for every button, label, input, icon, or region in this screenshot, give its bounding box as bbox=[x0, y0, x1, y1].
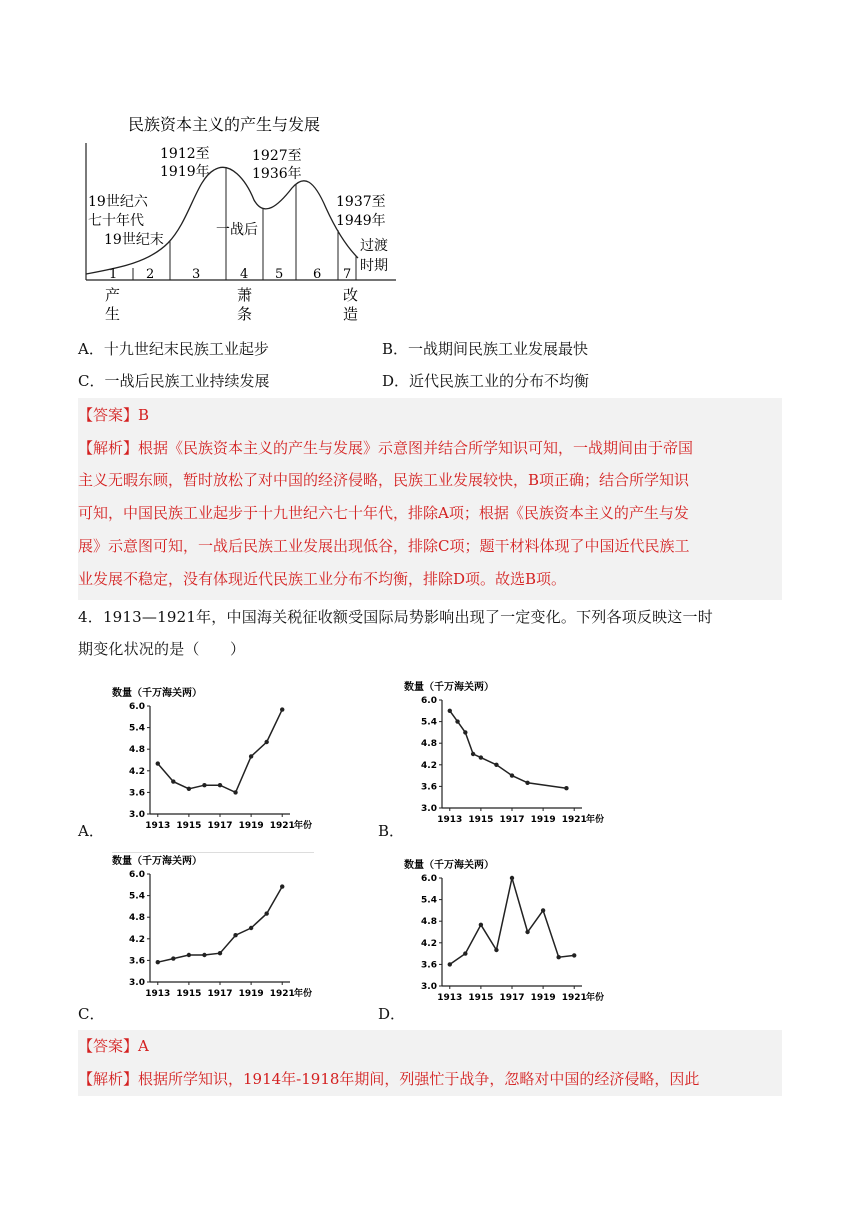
chart-x-tick-label: 1919 bbox=[238, 989, 264, 999]
stage-number: 5 bbox=[275, 267, 284, 282]
chart-data-point bbox=[218, 783, 222, 787]
chart-x-tick-label: 1917 bbox=[207, 989, 233, 999]
label-transition-b: 时期 bbox=[360, 258, 388, 274]
chart-y-tick-label: 3.6 bbox=[129, 788, 145, 799]
stage-number: 6 bbox=[313, 267, 322, 282]
chart-y-tick-label: 3.6 bbox=[421, 960, 437, 971]
chart-series-line bbox=[158, 710, 282, 793]
chart-data-point bbox=[280, 884, 284, 888]
q4-answer-label: 【答案】A bbox=[78, 1037, 149, 1055]
stage-number: 4 bbox=[240, 267, 249, 282]
chart-series-line bbox=[450, 878, 574, 964]
chart-x-tick-label: 1913 bbox=[145, 821, 171, 831]
q3-explanation-line: 可知，中国民族工业起步于十九世纪六七十年代，排除A项；根据《民族资本主义的产生与发 bbox=[78, 504, 689, 522]
stage-number: 2 bbox=[146, 267, 155, 282]
chart-data-point bbox=[455, 719, 459, 723]
chart-y-tick-label: 3.0 bbox=[129, 810, 145, 820]
chart-data-point bbox=[202, 783, 206, 787]
q4-option-b-letter: B． bbox=[378, 822, 405, 840]
capitalism-diagram bbox=[78, 108, 408, 328]
chart-data-point bbox=[249, 926, 253, 930]
chart-x-tick-label: 1915 bbox=[176, 821, 202, 831]
q3-explanation-line: 【解析】根据《民族资本主义的产生与发展》示意图并结合所学知识可知，一战期间由于帝国 bbox=[78, 439, 694, 457]
chart-data-point bbox=[249, 754, 253, 758]
label-transition-a: 过渡 bbox=[360, 238, 388, 254]
chart-option-a bbox=[108, 684, 313, 834]
chart-x-tick-label: 1919 bbox=[530, 815, 556, 825]
chart-y-tick-label: 4.8 bbox=[129, 913, 145, 924]
chart-x-tick-label: 1921 bbox=[561, 815, 587, 825]
chart-data-point bbox=[448, 709, 452, 713]
chart-data-point bbox=[463, 730, 467, 734]
diagram-title: 民族资本主义的产生与发展 bbox=[128, 115, 321, 134]
q3-option-d: D．近代民族工业的分布不均衡 bbox=[382, 372, 590, 390]
chart-series-line bbox=[450, 711, 567, 788]
label-1927: 1927至 bbox=[252, 148, 302, 164]
chart-ylabel: 数量（千万海关两） bbox=[112, 688, 202, 699]
chart-y-tick-label: 4.8 bbox=[421, 917, 437, 928]
chart-data-point bbox=[448, 962, 452, 966]
label-post-war: 一战后 bbox=[216, 222, 258, 238]
chart-x-tick-label: 1913 bbox=[437, 815, 463, 825]
chart-x-tick-label: 1915 bbox=[176, 989, 202, 999]
chart-data-point bbox=[156, 960, 160, 964]
chart-x-tick-label: 1921 bbox=[269, 989, 295, 999]
q3-explanation-line: 业发展不稳定，没有体现近代民族工业分布不均衡，排除D项。故选B项。 bbox=[78, 570, 567, 588]
chart-data-point bbox=[510, 773, 514, 777]
chart-y-tick-label: 6.0 bbox=[421, 874, 437, 884]
chart-data-point bbox=[525, 930, 529, 934]
chart-x-tick-label: 1921 bbox=[269, 821, 295, 831]
chart-x-tick-label: 1915 bbox=[468, 993, 494, 1003]
chart-y-tick-label: 5.4 bbox=[129, 891, 145, 902]
chart-data-point bbox=[479, 923, 483, 927]
q4-option-d-letter: D． bbox=[378, 1005, 406, 1023]
q3-explanation-line: 主义无暇东顾，暂时放松了对中国的经济侵略，民族工业发展较快，B项正确；结合所学知识 bbox=[78, 471, 690, 489]
bottom-label-produce: 生 bbox=[105, 305, 121, 323]
chart-data-point bbox=[494, 948, 498, 952]
chart-y-tick-label: 3.6 bbox=[421, 782, 437, 793]
chart-y-tick-label: 4.2 bbox=[421, 760, 437, 771]
stage-number: 7 bbox=[343, 267, 352, 282]
stage-number: 3 bbox=[192, 267, 201, 282]
chart-series-line bbox=[158, 887, 282, 963]
q3-explanation-line: 展》示意图可知，一战后民族工业发展出现低谷，排除C项；题干材料体现了中国近代民族工 bbox=[78, 537, 690, 555]
chart-data-point bbox=[572, 953, 576, 957]
chart-x-tick-label: 1921 bbox=[561, 993, 587, 1003]
chart-y-tick-label: 4.8 bbox=[129, 745, 145, 756]
q4-question-line: 4．1913—1921年，中国海关税征收额受国际局势影响出现了一定变化。下列各项反映这一时 bbox=[78, 608, 713, 626]
chart-data-point bbox=[171, 956, 175, 960]
chart-x-tick-label: 1917 bbox=[499, 815, 525, 825]
chart-data-point bbox=[187, 953, 191, 957]
chart-data-point bbox=[264, 740, 268, 744]
chart-y-tick-label: 4.2 bbox=[129, 766, 145, 777]
chart-x-tick-label: 1913 bbox=[437, 993, 463, 1003]
chart-x-tick-label: 1913 bbox=[145, 989, 171, 999]
chart-data-point bbox=[187, 787, 191, 791]
chart-data-point bbox=[264, 911, 268, 915]
chart-data-point bbox=[156, 761, 160, 765]
q3-option-b: B．一战期间民族工业发展最快 bbox=[382, 340, 589, 358]
q4-option-c-letter: C． bbox=[78, 1005, 105, 1023]
chart-x-tick-label: 1915 bbox=[468, 815, 494, 825]
chart-data-point bbox=[541, 908, 545, 912]
chart-y-tick-label: 6.0 bbox=[129, 870, 145, 880]
q3-option-a: A．十九世纪末民族工业起步 bbox=[78, 340, 269, 358]
label-1936: 1936年 bbox=[252, 166, 302, 182]
chart-xlabel: 年份 bbox=[294, 821, 313, 831]
chart-y-tick-label: 4.2 bbox=[421, 938, 437, 949]
chart-data-point bbox=[525, 781, 529, 785]
chart-x-tick-label: 1919 bbox=[238, 821, 264, 831]
chart-x-tick-label: 1919 bbox=[530, 993, 556, 1003]
bottom-label-depress: 萧 bbox=[237, 286, 253, 304]
chart-data-point bbox=[471, 752, 475, 756]
bottom-label-reform: 造 bbox=[343, 305, 359, 323]
chart-y-tick-label: 3.6 bbox=[129, 956, 145, 967]
chart-data-point bbox=[280, 707, 284, 711]
bottom-label-produce: 产 bbox=[105, 286, 121, 304]
label-19th-6070b: 七十年代 bbox=[88, 213, 144, 229]
chart-option-b bbox=[400, 678, 605, 830]
label-1937: 1937至 bbox=[336, 194, 386, 210]
chart-data-point bbox=[510, 876, 514, 880]
chart-data-point bbox=[494, 763, 498, 767]
chart-xlabel: 年份 bbox=[586, 993, 605, 1003]
chart-option-d bbox=[400, 856, 605, 1008]
q4-explanation-line: 【解析】根据所学知识，1914年-1918年期间，列强忙于战争，忽略对中国的经济侵略，因此 bbox=[78, 1070, 700, 1088]
bottom-label-depress: 条 bbox=[237, 305, 253, 323]
q3-option-c: C．一战后民族工业持续发展 bbox=[78, 372, 270, 390]
chart-y-tick-label: 4.2 bbox=[129, 934, 145, 945]
chart-x-tick-label: 1917 bbox=[207, 821, 233, 831]
stage-number: 1 bbox=[109, 267, 118, 282]
chart-data-point bbox=[202, 953, 206, 957]
chart-y-tick-label: 5.4 bbox=[421, 717, 437, 728]
chart-y-tick-label: 5.4 bbox=[421, 895, 437, 906]
chart-data-point bbox=[171, 779, 175, 783]
q4-question-line: 期变化状况的是（ ） bbox=[78, 640, 246, 658]
chart-data-point bbox=[564, 786, 568, 790]
q4-option-a-letter: A． bbox=[78, 822, 104, 840]
chart-y-tick-label: 4.8 bbox=[421, 739, 437, 750]
q3-answer-label: 【答案】B bbox=[78, 406, 150, 424]
chart-xlabel: 年份 bbox=[294, 989, 313, 999]
chart-xlabel: 年份 bbox=[586, 815, 605, 825]
label-19th-6070a: 19世纪六 bbox=[88, 194, 148, 210]
chart-ylabel: 数量（千万海关两） bbox=[404, 682, 494, 693]
chart-y-tick-label: 3.0 bbox=[421, 982, 437, 992]
bottom-label-reform: 改 bbox=[343, 286, 359, 304]
chart-y-tick-label: 3.0 bbox=[421, 804, 437, 814]
label-1919: 1919年 bbox=[160, 164, 210, 180]
chart-data-point bbox=[556, 955, 560, 959]
chart-ylabel: 数量（千万海关两） bbox=[404, 860, 494, 871]
label-1949: 1949年 bbox=[336, 213, 386, 229]
chart-data-point bbox=[463, 951, 467, 955]
chart-ylabel: 数量（千万海关两） bbox=[112, 856, 202, 867]
chart-data-point bbox=[479, 755, 483, 759]
chart-data-point bbox=[233, 790, 237, 794]
chart-data-point bbox=[233, 933, 237, 937]
chart-y-tick-label: 5.4 bbox=[129, 723, 145, 734]
chart-x-tick-label: 1917 bbox=[499, 993, 525, 1003]
chart-data-point bbox=[218, 951, 222, 955]
chart-y-tick-label: 3.0 bbox=[129, 978, 145, 988]
label-1912: 1912至 bbox=[160, 146, 210, 162]
chart-y-tick-label: 6.0 bbox=[421, 696, 437, 706]
chart-y-tick-label: 6.0 bbox=[129, 702, 145, 712]
label-19th-end: 19世纪末 bbox=[104, 232, 164, 248]
chart-option-c bbox=[108, 852, 313, 1007]
